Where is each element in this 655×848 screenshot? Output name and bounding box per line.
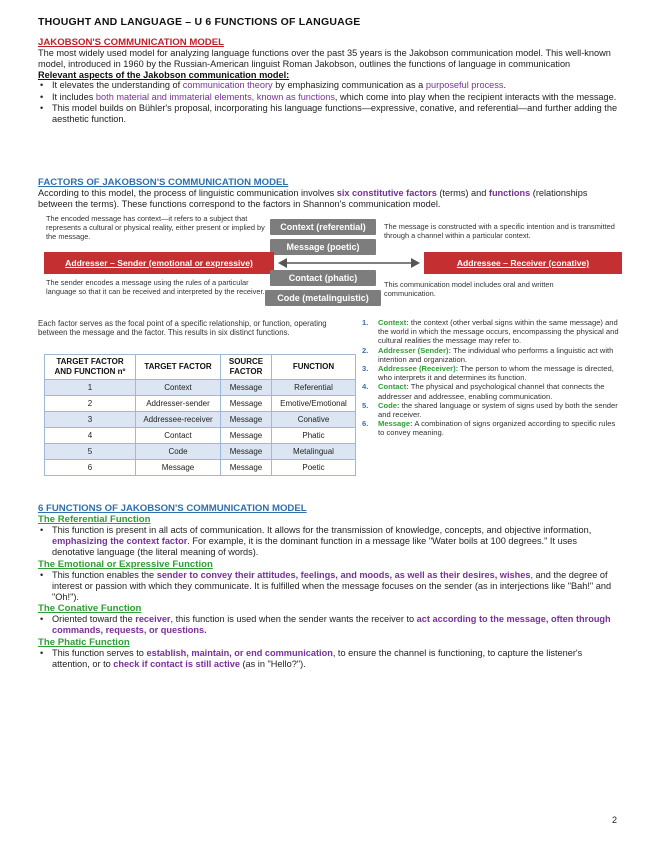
highlight: functions xyxy=(488,188,531,198)
table-cell: 3 xyxy=(45,412,136,428)
text: . For example, it is the dominant function in a message like "Water boils at 100 degrees." It uses denotative language (the literal meaning of words). xyxy=(52,536,577,558)
bullet-1 xyxy=(38,80,618,91)
factor-list xyxy=(360,318,622,438)
table-header: FUNCTION xyxy=(272,355,356,380)
conative-text xyxy=(38,614,620,636)
code-box: Code (metalinguistic) xyxy=(265,290,381,306)
list-number: 6. xyxy=(362,419,369,429)
list-number: 3. xyxy=(362,364,369,374)
table-row xyxy=(45,444,356,460)
list-label: Contact: xyxy=(378,382,409,392)
factors-paragraph xyxy=(38,188,618,210)
section-six-functions xyxy=(38,503,620,670)
text: It elevates the understanding of xyxy=(52,80,183,91)
table-cell: Referential xyxy=(272,380,356,396)
conative-title: The Conative Function xyxy=(38,603,142,615)
table-header: TARGET FACTOR xyxy=(136,355,221,380)
page-number: 2 xyxy=(611,815,617,825)
text: (relationships between the terms). These functions correspond to the factors in Shannon's communication model. xyxy=(38,188,588,210)
table-header: TARGET FACTOR AND FUNCTION nº xyxy=(45,355,136,380)
table-cell: Message xyxy=(221,380,272,396)
phatic-title: The Phatic Function xyxy=(38,636,130,648)
text: , and the degree of interest or passion with which they communicate. It is fulfilled when the message focuses on the sender (as in interjections like "Bah!" and "Oh!"). xyxy=(52,569,612,603)
highlight: establish, maintain, or end communication xyxy=(146,647,333,658)
text: It includes xyxy=(52,91,96,102)
table-cell: 2 xyxy=(45,396,136,412)
section-communication-model xyxy=(38,37,618,125)
table-cell: Addresser-sender xyxy=(136,396,221,412)
table-cell: Code xyxy=(136,444,221,460)
section-title: FACTORS OF JAKOBSON'S COMMUNICATION MODEL xyxy=(38,177,289,188)
text: This function is present in all acts of communication. It allows for the transmission of knowledge, concepts, and objective information, xyxy=(52,525,592,535)
table-row xyxy=(45,460,356,476)
table-cell: 5 xyxy=(45,444,136,460)
referential-title: The Referential Function xyxy=(38,514,151,525)
list-number: 1. xyxy=(362,318,369,327)
list-label: Code: xyxy=(378,400,400,410)
table-cell: Message xyxy=(221,460,272,476)
highlight: emphasizing the context factor xyxy=(52,536,188,547)
table-cell: 6 xyxy=(45,460,136,476)
text: Oriented toward the xyxy=(52,614,136,625)
list-item xyxy=(360,382,622,400)
highlight: check if contact is still active xyxy=(113,658,240,669)
highlight: sender to convey their attitudes, feelings, and moods, as well as their desires, wishes xyxy=(156,569,531,580)
table-row xyxy=(45,380,356,396)
list-number: 5. xyxy=(362,400,369,410)
message-note: The message is constructed with a specific intention and is transmitted through a channel within a particular context. xyxy=(384,222,615,240)
context-box: Context (referential) xyxy=(270,219,376,235)
list-item xyxy=(360,346,622,364)
list-text: A combination of signs organized according to specific rules to convey meaning. xyxy=(378,419,616,438)
list-label: Addresser (Sender): xyxy=(378,345,452,355)
section-title: JAKOBSON'S COMMUNICATION MODEL xyxy=(38,37,224,48)
table-cell: Addressee-receiver xyxy=(136,412,221,428)
table-cell: Message xyxy=(221,444,272,460)
list-text: The physical and psychological channel that connects the addresser and addressee, enabling communication. xyxy=(378,382,605,401)
sender-box: Addresser – Sender (emotional or expressive) xyxy=(44,252,274,274)
sender-note: The sender encodes a message using the rules of a particular language so that it can be received and interpreted by the receiver. xyxy=(46,278,265,296)
table-row xyxy=(45,396,356,412)
referential-text xyxy=(38,525,620,559)
text: This function enables the xyxy=(52,569,157,580)
text: (terms) and xyxy=(436,188,489,198)
text: (as in "Hello?"). xyxy=(239,658,306,669)
list-label: Message: xyxy=(378,419,413,429)
table-cell: Poetic xyxy=(272,460,356,476)
receiver-box: Addressee – Receiver (conative) xyxy=(424,252,622,274)
table-cell: Message xyxy=(221,428,272,444)
highlight: both material and immaterial elements, known as functions xyxy=(95,91,335,102)
list-label: Context: xyxy=(378,318,409,327)
table-row xyxy=(45,428,356,444)
table-cell: Conative xyxy=(272,412,356,428)
emotional-text xyxy=(38,570,620,604)
intro-paragraph: The most widely used model for analyzing language functions over the past 35 years is the Jakobson communication model. This well-known model, introduced in 1960 by the Russian-American linguist Roman Jakobson, outlines the functions of language in communication xyxy=(38,48,611,70)
bullet-2 xyxy=(38,92,618,103)
table-header: SOURCE FACTOR xyxy=(221,355,272,380)
list-item xyxy=(360,401,622,419)
emotional-title: The Emotional or Expressive Function xyxy=(38,558,213,570)
table-cell: Emotive/Emotional xyxy=(272,396,356,412)
table-cell: Context xyxy=(136,380,221,396)
page-header: THOUGHT AND LANGUAGE – U 6 FUNCTIONS OF LANGUAGE xyxy=(38,16,361,28)
table-header-row xyxy=(45,355,356,380)
text: This function serves to xyxy=(52,647,147,658)
highlight: receiver xyxy=(135,614,171,625)
highlight: communication theory xyxy=(182,80,273,91)
contact-box: Contact (phatic) xyxy=(270,270,376,286)
text: , this function is used when the sender wants the receiver to xyxy=(170,614,417,625)
list-item xyxy=(360,318,622,346)
table-row xyxy=(45,412,356,428)
list-text: the shared language or system of signs used by both the sender and receiver. xyxy=(378,400,618,420)
table-cell: Metalingual xyxy=(272,444,356,460)
text: , which come into play when the recipient interacts with the message. xyxy=(334,91,617,102)
receiver-note: This communication model includes oral and written communication. xyxy=(384,280,554,298)
message-box: Message (poetic) xyxy=(270,239,376,255)
factor-paragraph: Each factor serves as the focal point of a specific relationship, or function, operating between the message and the factor. This results in six distinct functions. xyxy=(38,319,327,338)
table-cell: Message xyxy=(136,460,221,476)
table-cell: Phatic xyxy=(272,428,356,444)
list-text: The individual who performs a linguistic act with intention and organization. xyxy=(378,345,614,364)
bullet-3: • This model builds on Bühler's proposal, incorporating his language functions—expressive, conative, and referential—and further adding the aesthetic function. xyxy=(38,103,618,125)
table-cell: Message xyxy=(221,396,272,412)
table-cell: Contact xyxy=(136,428,221,444)
text: , to ensure the channel is functioning, to capture the listener's attention, or to xyxy=(52,647,583,669)
list-text: The person to whom the message is directed, who interprets it and determines its function. xyxy=(378,364,614,383)
table-cell: Message xyxy=(221,412,272,428)
arrow-double xyxy=(278,255,420,271)
section-factors xyxy=(38,177,618,210)
factor-table xyxy=(44,354,356,476)
relevant-aspects-title: Relevant aspects of the Jakobson communication model: xyxy=(38,70,290,81)
text: . xyxy=(503,80,507,91)
table-cell: 1 xyxy=(45,380,136,396)
list-item xyxy=(360,364,622,382)
list-number: 4. xyxy=(362,382,369,392)
text: According to this model, the process of linguistic communication involves xyxy=(38,188,337,198)
section-title: 6 FUNCTIONS OF JAKOBSON'S COMMUNICATION MODEL xyxy=(38,503,307,514)
list-number: 2. xyxy=(362,345,369,355)
list-item xyxy=(360,419,622,437)
list-text: the context (other verbal signs within the same message) and the world in which the message occurs, encompassing the physical and cultural realities the message may refer to. xyxy=(378,318,619,346)
list-label: Addressee (Receiver): xyxy=(378,364,459,374)
highlight: purposeful process xyxy=(425,80,504,91)
table-cell: 4 xyxy=(45,428,136,444)
context-note: The encoded message has context—it refers to a subject that represents a cultural or physical reality, either present or implied by the message. xyxy=(46,214,265,241)
highlight: act according to the message, often through commands, requests, or questions. xyxy=(52,614,611,636)
phatic-text xyxy=(38,648,620,670)
highlight: six constitutive factors xyxy=(336,188,437,198)
text: by emphasizing communication as a xyxy=(272,80,426,91)
